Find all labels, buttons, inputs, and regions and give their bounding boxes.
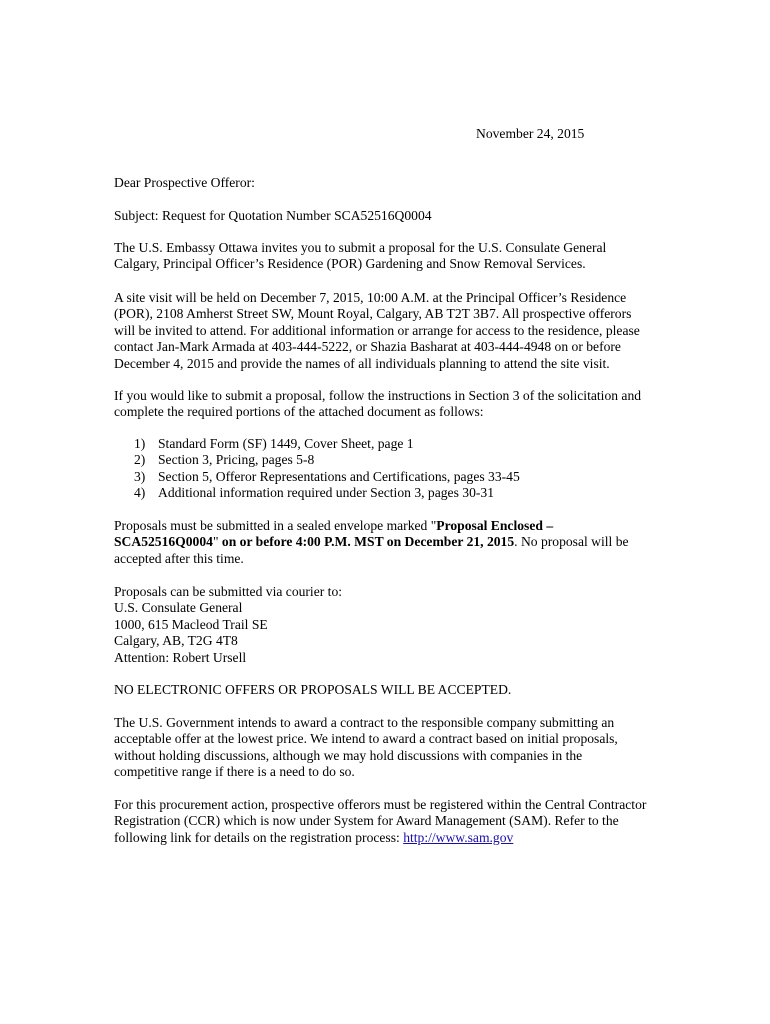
text-line: Calgary, Principal Officer’s Residence (POR) Gardening and Snow Removal Services.: [114, 256, 586, 272]
list-text: Additional information required under Section 3, pages 30-31: [158, 485, 494, 501]
submission-bold: SCA52516Q0004: [114, 534, 213, 550]
required-items-list: [134, 436, 654, 502]
text-line: For this procurement action, prospective offerors must be registered within the Central Contractor: [114, 797, 647, 812]
text-line: will be invited to attend. For additional information or arrange for access to the residence, please: [114, 322, 640, 338]
site-visit-paragraph: [114, 290, 674, 372]
text-line: December 4, 2015 and provide the names of all individuals planning to attend the site visit.: [114, 355, 610, 371]
list-number: 4): [134, 485, 146, 501]
no-electronic-notice: NO ELECTRONIC OFFERS OR PROPOSALS WILL BE ACCEPTED.: [114, 682, 512, 697]
salutation: Dear Prospective Offeror:: [114, 175, 255, 190]
list-text: Section 3, Pricing, pages 5-8: [158, 452, 315, 468]
subject-line: Subject: Request for Quotation Number SCA52516Q0004: [114, 208, 432, 223]
text-line: [114, 830, 674, 846]
text-line: (POR), 2108 Amherst Street SW, Mount Royal, Calgary, AB T2T 3B7. All prospective offerors: [114, 306, 632, 322]
list-number: 2): [134, 452, 146, 468]
list-text: Section 5, Offeror Representations and Certifications, pages 33-45: [158, 468, 520, 484]
text-line: Registration (CCR) which is now under System for Award Management (SAM). Refer to the: [114, 813, 619, 829]
list-item: [134, 452, 654, 468]
text-line: U.S. Consulate General: [114, 600, 243, 616]
list-text: Standard Form (SF) 1449, Cover Sheet, page 1: [158, 436, 414, 451]
text-line: accepted after this time.: [114, 550, 244, 566]
submission-deadline: on or before 4:00 P.M. MST on December 21, 2015: [218, 534, 515, 550]
text-line: without holding discussions, although we may hold discussions with companies in the: [114, 747, 583, 763]
list-item: [134, 436, 654, 452]
text-line: The U.S. Embassy Ottawa invites you to submit a proposal for the U.S. Consulate General: [114, 240, 607, 255]
text-line: Calgary, AB, T2G 4T8: [114, 633, 238, 649]
list-number: 1): [134, 436, 146, 451]
list-number: 3): [134, 468, 146, 484]
text-line: contact Jan-Mark Armada at 403-444-5222, or Shazia Basharat at 403-444-4948 on or before: [114, 339, 621, 355]
submission-text: ": [212, 534, 219, 550]
sam-gov-link[interactable]: http://www.sam.gov: [403, 829, 514, 845]
intro-paragraph: [114, 240, 674, 273]
list-item: [134, 485, 654, 501]
list-item: [134, 469, 654, 485]
registration-text: following link for details on the registration process:: [114, 829, 404, 845]
letter-date: November 24, 2015: [476, 126, 585, 141]
text-line: Proposals can be submitted via courier to:: [114, 584, 343, 599]
text-line: The U.S. Government intends to award a contract to the responsible company submitting an: [114, 715, 615, 730]
award-paragraph: [114, 715, 674, 781]
submission-paragraph: [114, 518, 674, 567]
instructions-paragraph: [114, 388, 674, 421]
submission-text: . No proposal will be: [514, 534, 629, 550]
text-line: acceptable offer at the lowest price. We intend to award a contract based on initial proposals,: [114, 731, 618, 747]
text-line: [114, 534, 674, 550]
text-line: 1000, 615 Macleod Trail SE: [114, 616, 268, 632]
text-line: A site visit will be held on December 7, 2015, 10:00 A.M. at the Principal Officer’s Residence: [114, 290, 627, 305]
registration-paragraph: [114, 797, 674, 846]
text-line: complete the required portions of the attached document as follows:: [114, 404, 484, 420]
submission-bold: Proposal Enclosed –: [436, 518, 554, 533]
text-line: Attention: Robert Ursell: [114, 649, 247, 665]
courier-address-block: [114, 584, 674, 666]
submission-text: Proposals must be submitted in a sealed envelope marked ": [114, 518, 437, 533]
text-line: [114, 518, 674, 534]
text-line: competitive range if there is a need to do so.: [114, 764, 355, 780]
text-line: If you would like to submit a proposal, follow the instructions in Section 3 of the solicitation and: [114, 388, 642, 403]
